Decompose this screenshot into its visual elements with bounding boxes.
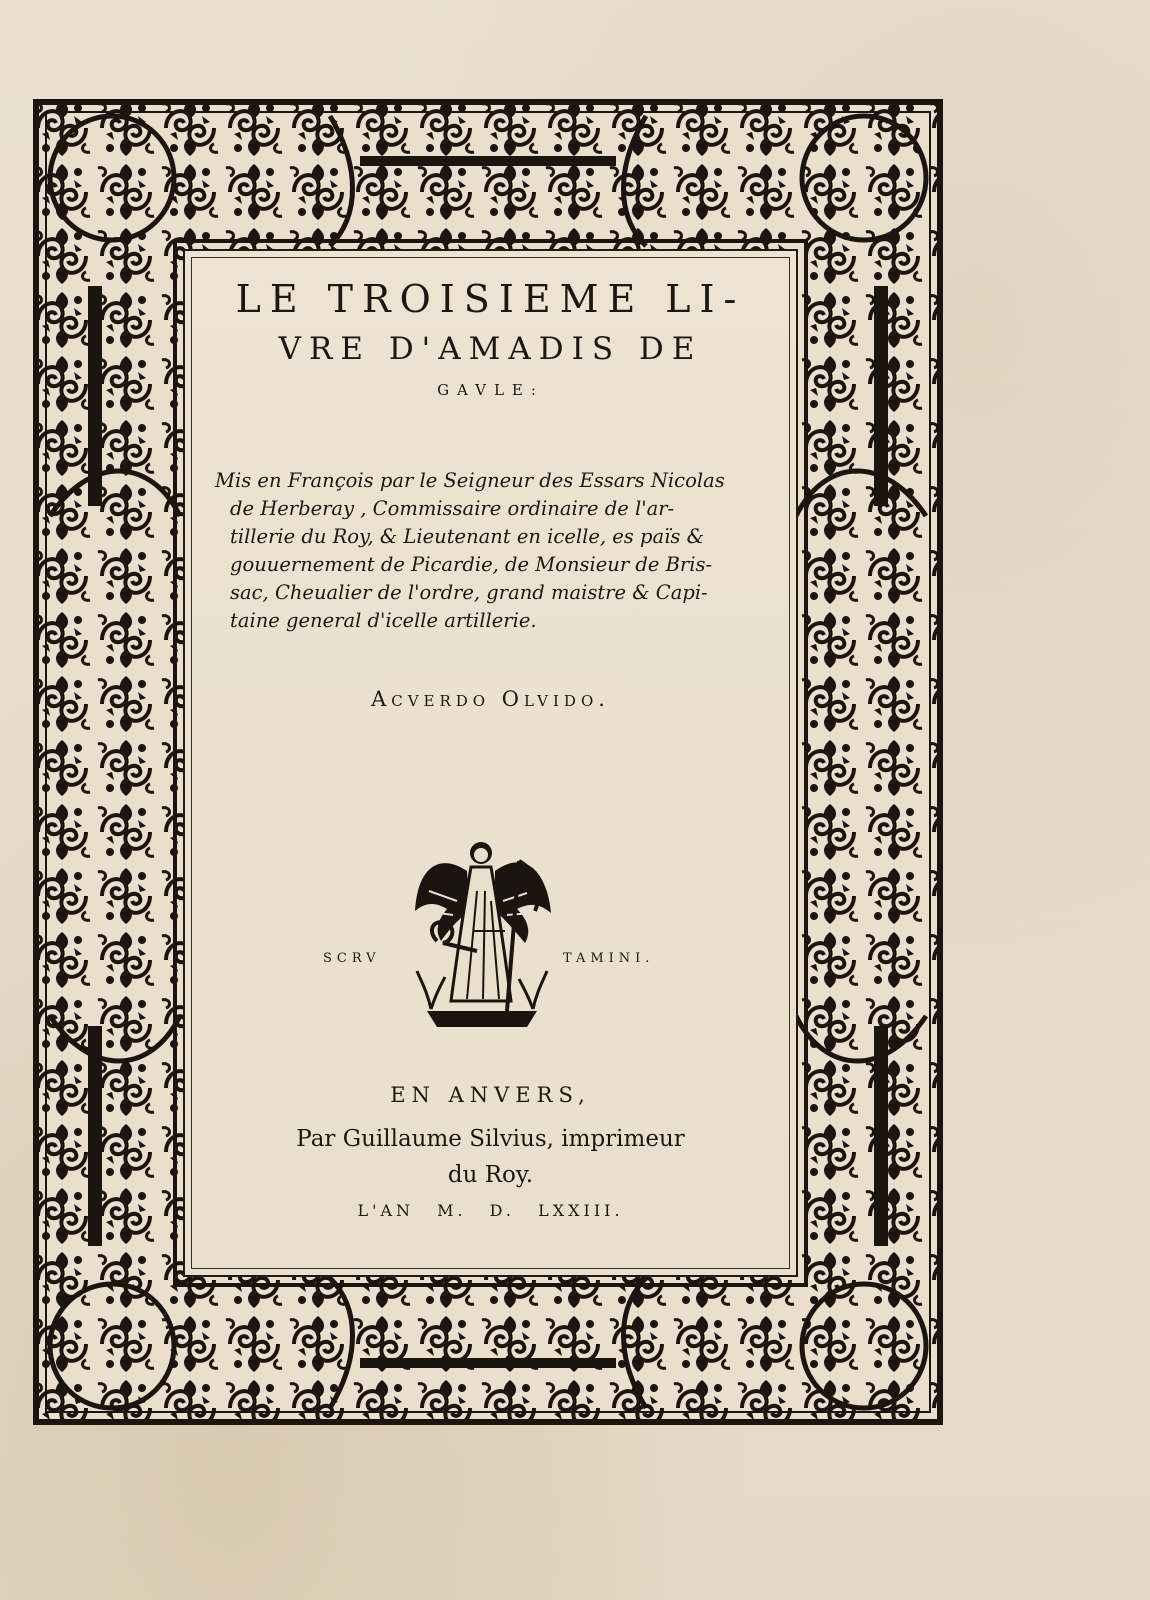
imprint-printer [185, 1121, 796, 1193]
imprint-city: EN ANVERS, [390, 1083, 591, 1107]
description-line: Mis en François par le Seigneur des Essars Nicolas [215, 469, 725, 492]
printer-line: Par Guillaume Silvius, imprimeur [296, 1126, 685, 1152]
description-line: taine general d'icelle artillerie. [230, 609, 537, 632]
title-panel [183, 249, 798, 1277]
printer-line: du Roy. [447, 1162, 534, 1188]
title-line-3: GAVLE: [437, 381, 544, 399]
motto: Acverdo Olvido. [371, 687, 610, 711]
description-line: gouuernement de Picardie, de Monsieur de Bris- [230, 553, 713, 576]
title-line-1: LE TROISIEME LI- [235, 277, 746, 321]
printers-device-illustration [407, 831, 557, 1031]
description-line: tillerie du Roy, & Lieutenant en icelle, es païs & [230, 525, 704, 548]
device-motto-right: TAMINI. [563, 951, 655, 966]
description-line: de Herberay , Commissaire ordinaire de l'ar- [230, 497, 675, 520]
imprint-year: L'AN M. D. LXXIII. [357, 1201, 624, 1220]
device-motto-left: SCRV [323, 951, 381, 966]
title-panel-inner-rule [191, 257, 790, 1269]
translator-description [215, 467, 774, 635]
description-line: sac, Cheualier de l'ordre, grand maistre & Capi- [230, 581, 708, 604]
title-line-2: VRE D'AMADIS DE [278, 331, 703, 367]
